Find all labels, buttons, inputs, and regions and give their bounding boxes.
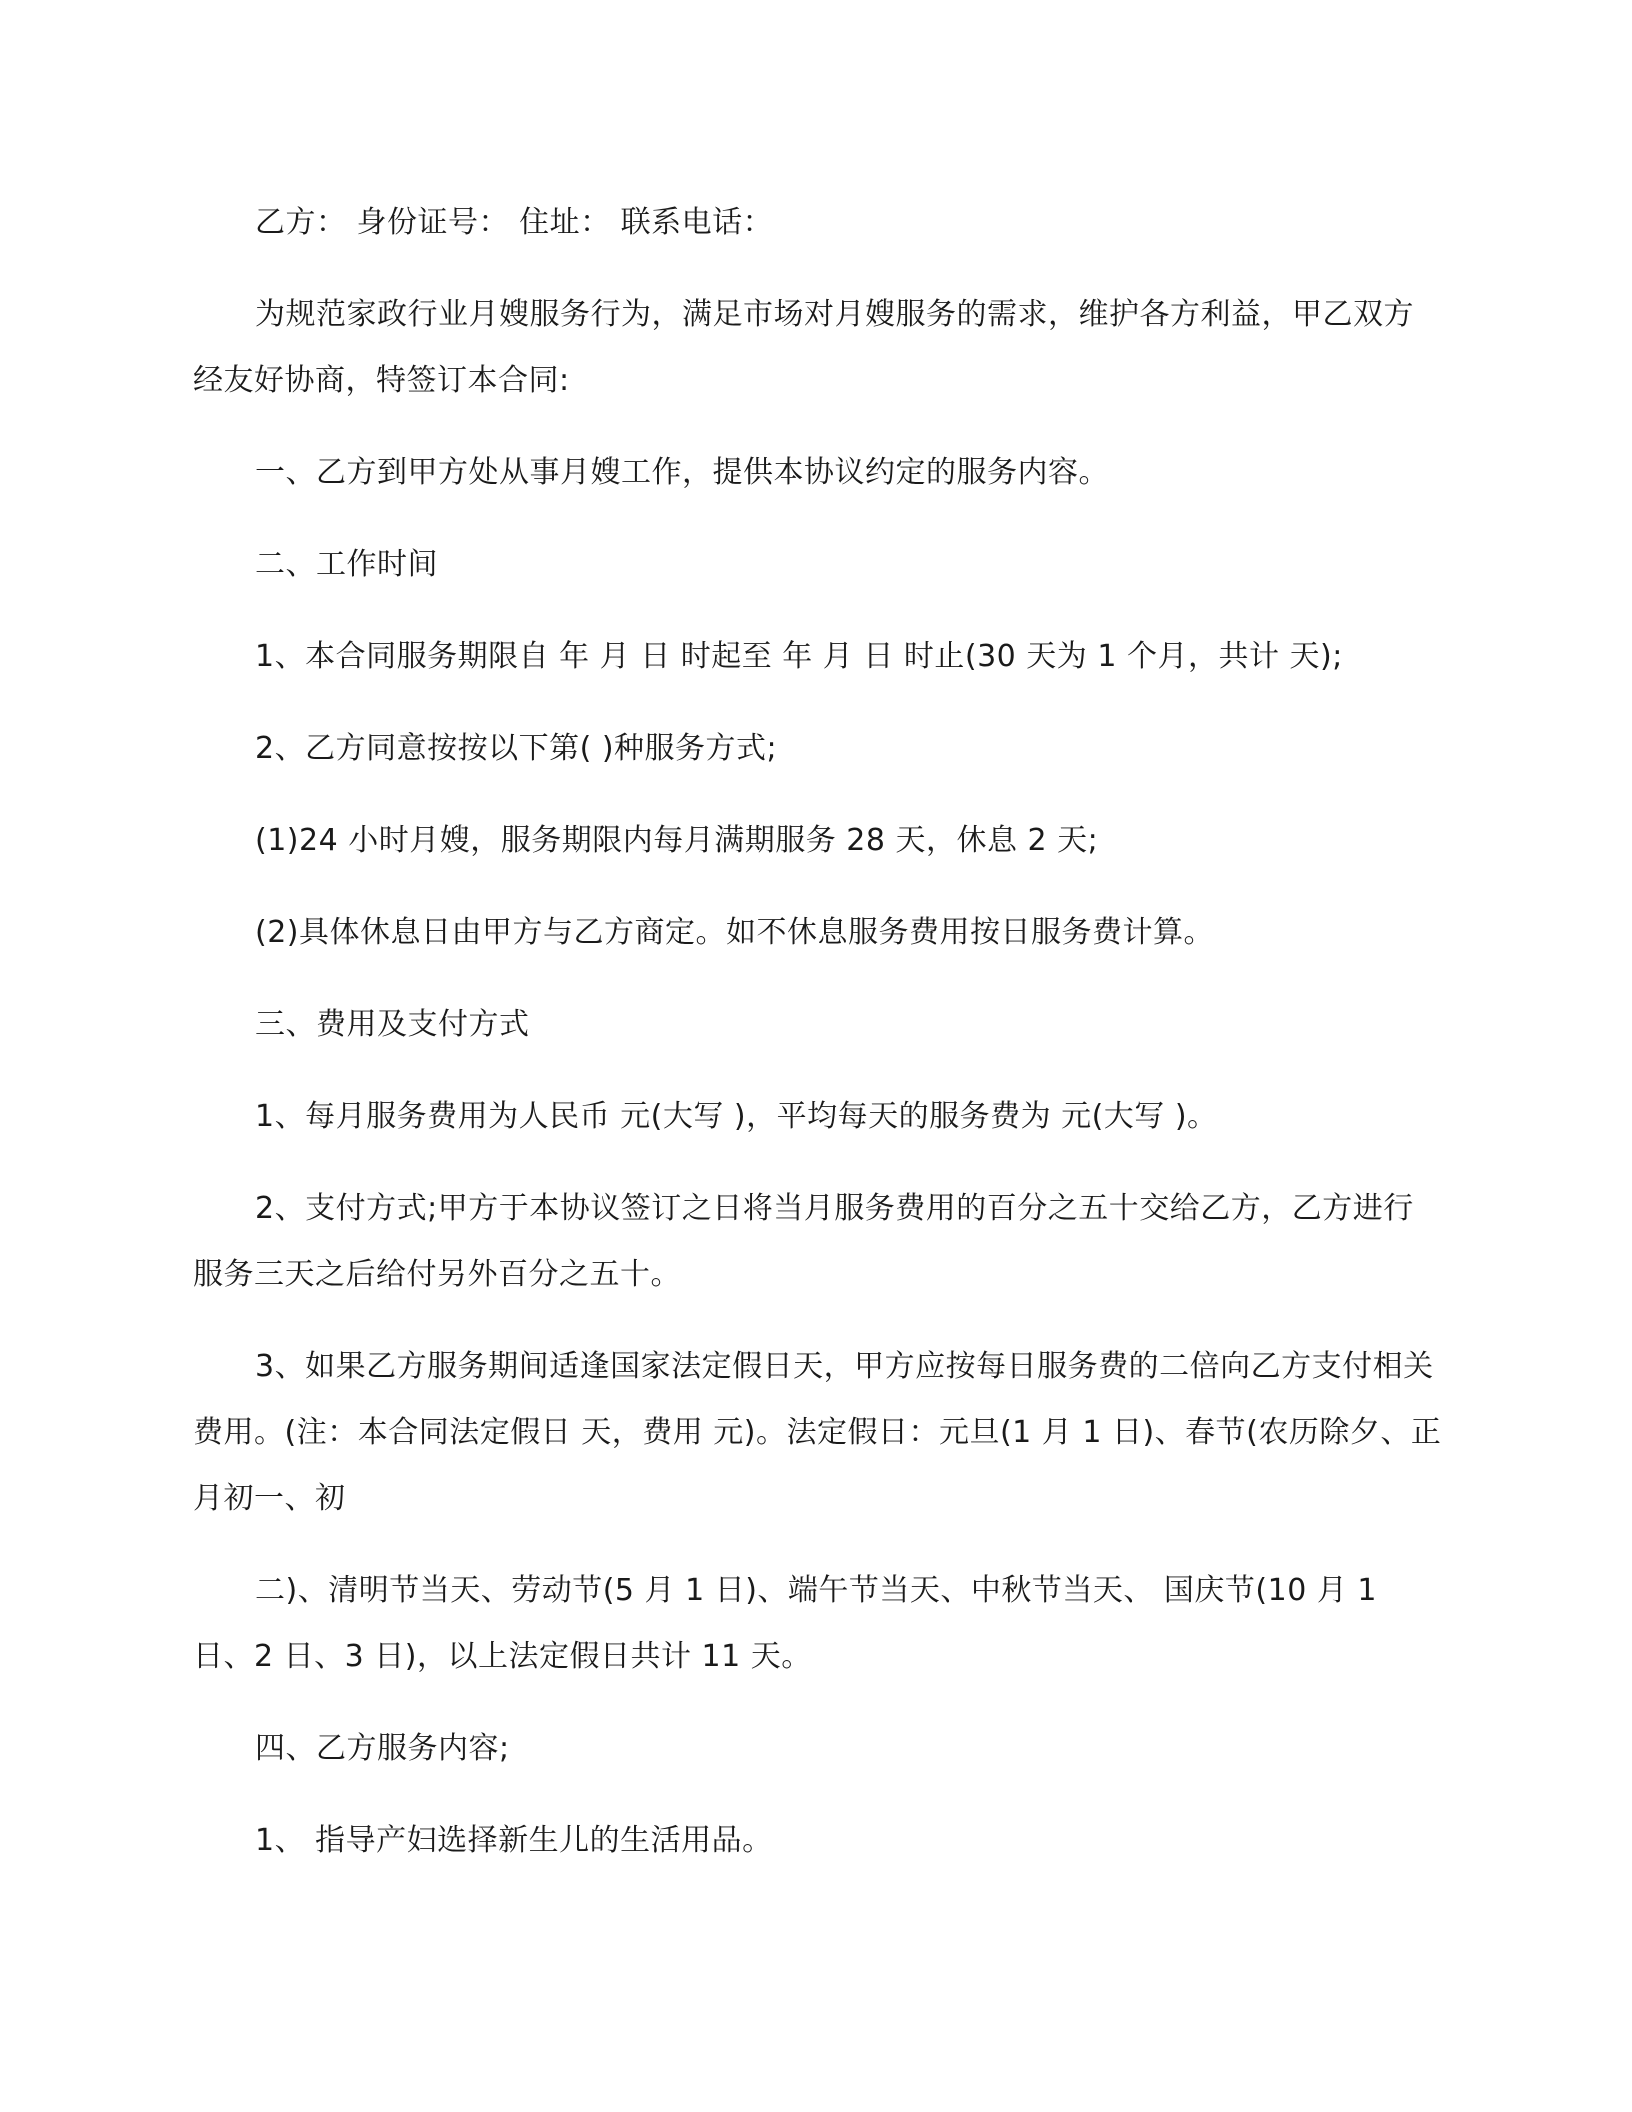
services-item-1: 1、 指导产妇选择新生儿的生活用品。 — [255, 1823, 773, 1858]
work-time-item-2: 2、乙方同意按按以下第( )种服务方式; — [255, 731, 778, 766]
fees-item-3: 3、如果乙方服务期间适逢国家法定假日天，甲方应按每日服务费的二倍向乙方支付相关费用。(注：本合同法定假日 天，费用 元)。法定假日：元旦(1 月 1 日)、春节(农历除夕、正月初一、初 — [193, 1349, 1442, 1516]
preamble-paragraph: 为规范家政行业月嫂服务行为，满足市场对月嫂服务的需求，维护各方利益，甲乙双方经友好协商，特签订本合同: — [193, 297, 1414, 398]
section-heading-work-time: 二、工作时间 — [255, 547, 438, 582]
service-mode-1: (1)24 小时月嫂，服务期限内每月满期服务 28 天，休息 2 天; — [255, 823, 1099, 858]
service-mode-2: (2)具体休息日由甲方与乙方商定。如不休息服务费用按日服务费计算。 — [255, 915, 1214, 950]
section-heading-fees: 三、费用及支付方式 — [255, 1007, 530, 1042]
work-time-item-1: 1、本合同服务期限自 年 月 日 时起至 年 月 日 时止(30 天为 1 个月，共计 天); — [255, 639, 1343, 674]
fees-item-1: 1、每月服务费用为人民币 元(大写 )，平均每天的服务费为 元(大写 )。 — [255, 1099, 1218, 1134]
contract-body — [193, 190, 1443, 1900]
fees-item-2: 2、支付方式;甲方于本协议签订之日将当月服务费用的百分之五十交给乙方，乙方进行服务三天之后给付另外百分之五十。 — [193, 1191, 1414, 1292]
section-heading-services: 四、乙方服务内容; — [255, 1731, 510, 1766]
holidays-continuation: 二)、清明节当天、劳动节(5 月 1 日)、端午节当天、中秋节当天、 国庆节(10 月 1 日、2 日、3 日)，以上法定假日共计 11 天。 — [193, 1573, 1377, 1674]
party-b-info-line: 乙方： 身份证号： 住址： 联系电话： — [255, 205, 774, 240]
clause-1: 一、乙方到甲方处从事月嫂工作，提供本协议约定的服务内容。 — [255, 455, 1109, 490]
